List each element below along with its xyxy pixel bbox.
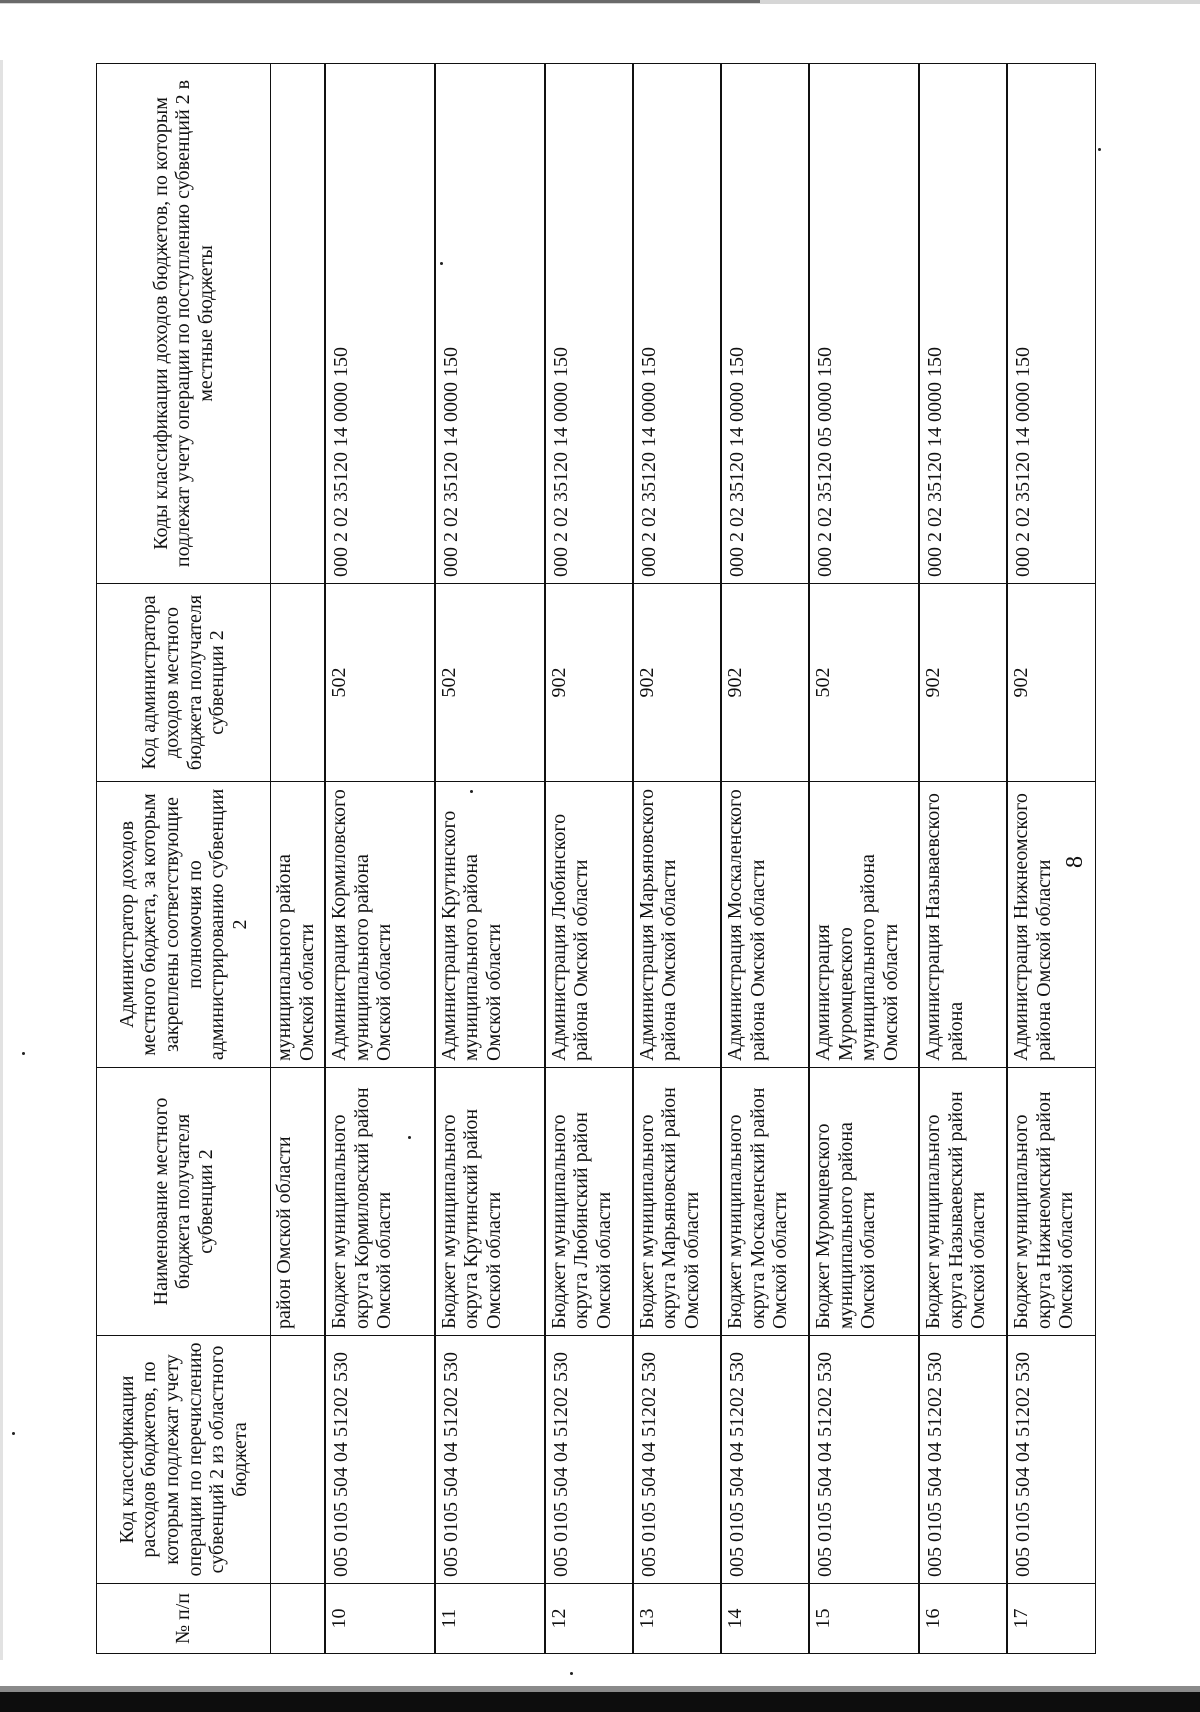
cell-expense-code: 005 0105 504 04 51202 530 [721,1336,809,1584]
table-row [545,64,633,1654]
cell-num: 16 [919,1584,1007,1654]
cell-admin: Администрация Крутинского муниципального района Омской области [435,782,545,1068]
header-budget-name: Наименование местного бюджета получателя субвенции 2 [97,1068,271,1336]
cell-admin-code: 902 [545,584,633,782]
cell-expense-code [271,1336,326,1584]
page-number: 8 [1062,856,1088,868]
cell-budget-name: Бюджет муниципального округа Крутинский район Омской области [435,1068,545,1336]
cell-income-code [271,64,326,584]
cell-admin: Администрация Любинского района Омской области [545,782,633,1068]
cell-expense-code: 005 0105 504 04 51202 530 [919,1336,1007,1584]
header-admin: Администратор доходов местного бюджета, за которым закреплены соответствующие полномочия по администрированию субвенции 2 [97,782,271,1068]
cell-num: 13 [633,1584,721,1654]
subvention-table [96,63,1096,1654]
header-num: № п/п [97,1584,271,1654]
table-row [435,64,545,1654]
cell-admin: муниципального района Омской области [271,782,326,1068]
cell-income-code: 000 2 02 35120 14 0000 150 [1007,64,1095,584]
cell-income-code: 000 2 02 35120 14 0000 150 [633,64,721,584]
cell-num: 17 [1007,1584,1095,1654]
cell-admin-code: 902 [1007,584,1095,782]
header-income-code: Коды классификации доходов бюджетов, по которым подлежат учету операции по поступлению субвенций 2 в местные бюджеты [97,64,271,584]
cell-expense-code: 005 0105 504 04 51202 530 [809,1336,919,1584]
cell-budget-name: Бюджет муниципального округа Называевский район Омской области [919,1068,1007,1336]
cell-budget-name: Бюджет муниципального округа Любинский район Омской области [545,1068,633,1336]
header-admin-code: Код администратора доходов местного бюджета получателя субвенции 2 [97,584,271,782]
table-row [809,64,919,1654]
cell-admin-code: 902 [633,584,721,782]
cell-num: 14 [721,1584,809,1654]
cell-budget-name: Бюджет муниципального округа Марьяновский район Омской области [633,1068,721,1336]
cell-admin-code [271,584,326,782]
table-row [919,64,1007,1654]
table-row [271,64,326,1654]
cell-admin: Администрация Нижнеомского района Омской области [1007,782,1095,1068]
cell-budget-name: Бюджет муниципального округа Москаленский район Омской области [721,1068,809,1336]
cell-expense-code: 005 0105 504 04 51202 530 [545,1336,633,1584]
cell-admin: Администрация Москаленского района Омской области [721,782,809,1068]
cell-budget-name: Бюджет муниципального округа Нижнеомский район Омской области [1007,1068,1095,1336]
cell-admin: Администрация Кормиловского муниципального района Омской области [325,782,435,1068]
header-row [97,64,271,1654]
cell-income-code: 000 2 02 35120 05 0000 150 [809,64,919,584]
cell-expense-code: 005 0105 504 04 51202 530 [435,1336,545,1584]
cell-income-code: 000 2 02 35120 14 0000 150 [545,64,633,584]
table-row [721,64,809,1654]
cell-income-code: 000 2 02 35120 14 0000 150 [435,64,545,584]
cell-num: 11 [435,1584,545,1654]
cell-income-code: 000 2 02 35120 14 0000 150 [721,64,809,584]
cell-income-code: 000 2 02 35120 14 0000 150 [919,64,1007,584]
cell-admin-code: 902 [919,584,1007,782]
cell-admin-code: 502 [809,584,919,782]
cell-admin-code: 502 [435,584,545,782]
cell-income-code: 000 2 02 35120 14 0000 150 [325,64,435,584]
cell-admin: Администрация Называевского района [919,782,1007,1068]
cell-num: 15 [809,1584,919,1654]
cell-admin-code: 502 [325,584,435,782]
table-row [1007,64,1095,1654]
cell-admin: Администрация Марьяновского района Омской области [633,782,721,1068]
cell-expense-code: 005 0105 504 04 51202 530 [325,1336,435,1584]
cell-budget-name: Бюджет Муромцевского муниципального района Омской области [809,1068,919,1336]
cell-expense-code: 005 0105 504 04 51202 530 [633,1336,721,1584]
table-row [325,64,435,1654]
cell-num: 10 [325,1584,435,1654]
cell-num [271,1584,326,1654]
header-expense-code: Код классификации расходов бюджетов, по которым подлежат учету операции по перечислению субвенций 2 из областного бюджета [97,1336,271,1584]
cell-num: 12 [545,1584,633,1654]
cell-admin-code: 902 [721,584,809,782]
cell-expense-code: 005 0105 504 04 51202 530 [1007,1336,1095,1584]
table-row [633,64,721,1654]
cell-budget-name: Бюджет муниципального округа Кормиловский район Омской области [325,1068,435,1336]
cell-budget-name: район Омской области [271,1068,326,1336]
cell-admin: Администрация Муромцевского муниципального района Омской области [809,782,919,1068]
